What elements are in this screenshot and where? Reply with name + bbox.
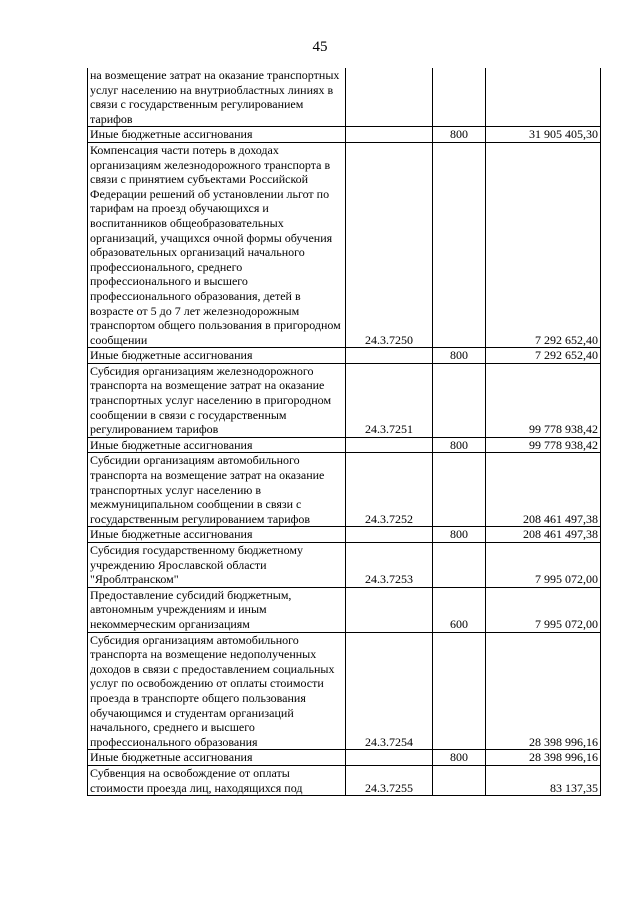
row-name: Субвенция на освобождение от оплаты стоимости проезда лиц, находящихся под — [88, 765, 346, 795]
row-kind — [433, 363, 486, 437]
row-sum: 99 778 938,42 — [486, 437, 601, 453]
row-kind: 800 — [433, 127, 486, 143]
row-kind: 600 — [433, 587, 486, 632]
row-sum: 7 292 652,40 — [486, 142, 601, 347]
table-row — [88, 587, 601, 632]
row-kind — [433, 142, 486, 347]
row-sum: 7 995 072,00 — [486, 543, 601, 588]
row-kind — [433, 632, 486, 750]
row-code — [346, 750, 433, 766]
row-code: 24.3.7250 — [346, 142, 433, 347]
table-row — [88, 68, 601, 127]
row-name: Субсидия государственному бюджетному учреждению Ярославской области "Яроблтранском" — [88, 543, 346, 588]
budget-table — [87, 68, 601, 796]
row-code: 24.3.7251 — [346, 363, 433, 437]
row-kind: 800 — [433, 437, 486, 453]
table-row — [88, 437, 601, 453]
row-code — [346, 587, 433, 632]
table-row — [88, 632, 601, 750]
row-sum: 7 292 652,40 — [486, 348, 601, 364]
row-sum: 31 905 405,30 — [486, 127, 601, 143]
row-sum: 28 398 996,16 — [486, 632, 601, 750]
row-name: на возмещение затрат на оказание транспортных услуг населению на внутриобластных линиях в связи с государственным регулированием тарифов — [88, 68, 346, 127]
row-name: Субсидия организациям железнодорожного транспорта на возмещение затрат на оказание транспортных услуг населению в пригородном сообщении в связи с государственным регулированием тарифов — [88, 363, 346, 437]
row-sum — [486, 68, 601, 127]
table-row — [88, 765, 601, 795]
row-name: Субсидия организациям автомобильного транспорта на возмещение недополученных доходов в связи с предоставлением социальных услуг по освобождению от оплаты стоимости проезда в транспорте общего пользования обучающимся и студентам организаций начального, среднего и высшего профессионального образования — [88, 632, 346, 750]
table-row — [88, 348, 601, 364]
row-kind — [433, 453, 486, 527]
row-code: 24.3.7255 — [346, 765, 433, 795]
row-kind — [433, 765, 486, 795]
row-name: Компенсация части потерь в доходах организациям железнодорожного транспорта в связи с принятием субъектами Российской Федерации решений об установлении льгот по тарифам на проезд обучающихся и воспитанников общеобразовательных организаций, учащихся очной формы обучения образовательных организаций начального профессионального, среднего профессионального и высшего профессионального образования, детей в возрасте от 5 до 7 лет железнодорожным транспортом общего пользования в пригородном сообщении — [88, 142, 346, 347]
row-sum: 208 461 497,38 — [486, 527, 601, 543]
row-code — [346, 68, 433, 127]
page-number: 45 — [312, 39, 328, 55]
row-name: Иные бюджетные ассигнования — [88, 437, 346, 453]
row-kind: 800 — [433, 750, 486, 766]
row-name: Иные бюджетные ассигнования — [88, 750, 346, 766]
table-row — [88, 543, 601, 588]
row-sum: 208 461 497,38 — [486, 453, 601, 527]
row-sum: 83 137,35 — [486, 765, 601, 795]
row-sum: 28 398 996,16 — [486, 750, 601, 766]
row-sum: 7 995 072,00 — [486, 587, 601, 632]
row-code: 24.3.7253 — [346, 543, 433, 588]
row-kind — [433, 68, 486, 127]
row-name: Субсидии организациям автомобильного транспорта на возмещение затрат на оказание транспортных услуг населению в межмуниципальном сообщении в связи с государственным регулированием тарифов — [88, 453, 346, 527]
table-row — [88, 127, 601, 143]
row-name: Иные бюджетные ассигнования — [88, 127, 346, 143]
table-row — [88, 363, 601, 437]
row-name: Предоставление субсидий бюджетным, автономным учреждениям и иным некоммерческим организациям — [88, 587, 346, 632]
row-code — [346, 437, 433, 453]
row-code — [346, 127, 433, 143]
table-row — [88, 453, 601, 527]
row-kind: 800 — [433, 527, 486, 543]
table-row — [88, 750, 601, 766]
row-code: 24.3.7252 — [346, 453, 433, 527]
row-code: 24.3.7254 — [346, 632, 433, 750]
row-kind — [433, 543, 486, 588]
row-name: Иные бюджетные ассигнования — [88, 348, 346, 364]
table-row — [88, 527, 601, 543]
row-sum: 99 778 938,42 — [486, 363, 601, 437]
row-code — [346, 348, 433, 364]
row-name: Иные бюджетные ассигнования — [88, 527, 346, 543]
row-code — [346, 527, 433, 543]
table-row — [88, 142, 601, 347]
row-kind: 800 — [433, 348, 486, 364]
